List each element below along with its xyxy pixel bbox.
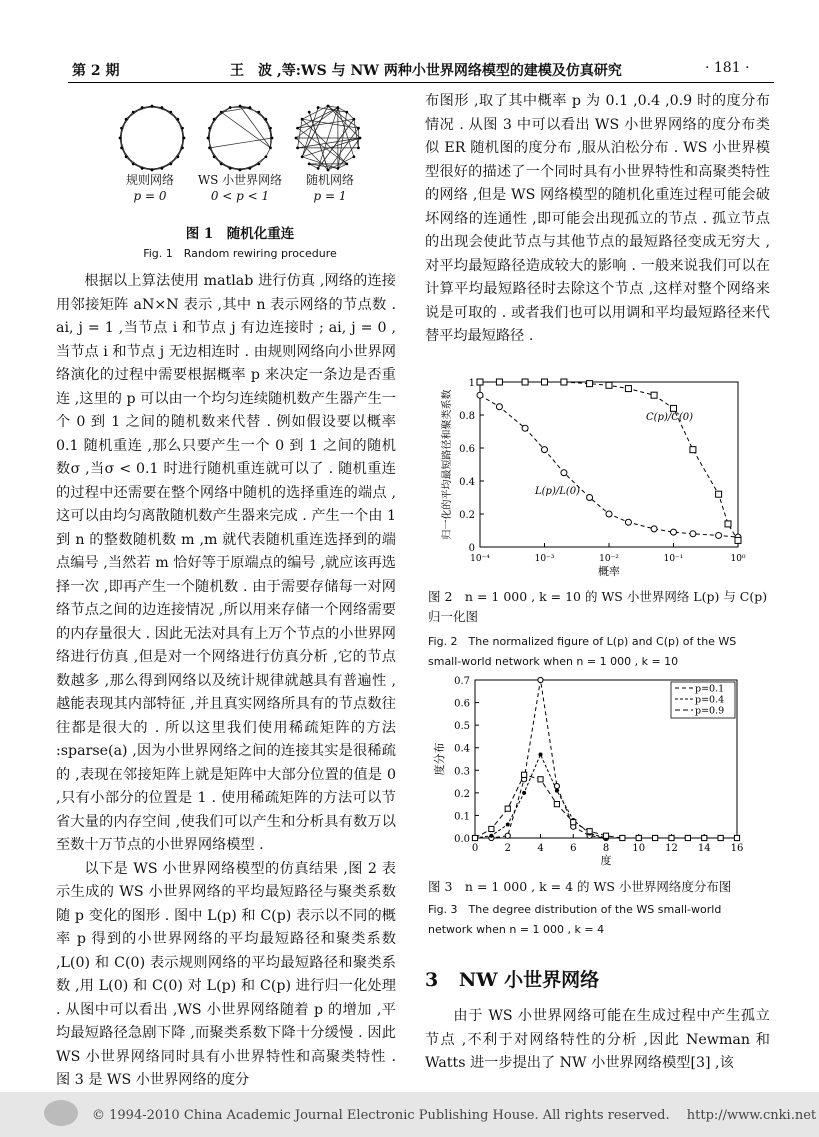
y-tick-label: 0.6 [454, 698, 470, 710]
paragraph: 布图形 ,取了其中概率 p 为 0.1 ,0.4 ,0.9 时的度分布情况 . 从图 3 中可以看出 WS 小世界网络的度分布类似 ER 随机图的度分布 ,服从泊松分布 . WS 小世界模型很好的描述了一个同时具有小世界特性和高聚类特性的网络 ,但是 WS 网络模型的随机化重连过程可能会破坏网络的连通性 ,即可能会出现孤立的节点 . 孤立节点的出现会使此节点与其他节点的最短路径变成无穷大 ,对平均最短路径造成较大的影响 . 一般来说我们可以在计算平均最短路径时去除这个节点 ,这样对整个网络来说是可取的 . 或者我们也可以用调和平均最短路径来代替平均最短路径 . [425, 93, 770, 344]
fig2-caption-cn: 图 2 n = 1 000 , k = 10 的 WS 小世界网络 L(p) 与 C(p) 归一化图 [428, 589, 768, 624]
data-point [587, 829, 592, 834]
network-node [271, 137, 274, 140]
series-label: L(p)/L(0) [535, 486, 581, 497]
data-point [625, 519, 631, 525]
network-node [357, 146, 360, 149]
data-point [606, 511, 612, 517]
network-edge [122, 148, 134, 164]
x-tick-label: 10⁻³ [534, 554, 555, 564]
network-node [359, 137, 362, 140]
network-node [296, 127, 299, 130]
network-node [257, 162, 260, 165]
network-node [317, 167, 320, 170]
x-tick-label: 2 [504, 843, 511, 854]
network-node [295, 137, 298, 140]
data-point [554, 783, 559, 788]
data-point [522, 425, 528, 431]
data-point [539, 752, 543, 756]
network-node [120, 146, 123, 149]
x-tick-label: 10 [632, 843, 646, 854]
y-axis-label: 度分布 [433, 742, 446, 776]
figure-1 [110, 100, 370, 260]
data-point [625, 386, 631, 392]
network-edge [302, 157, 338, 169]
network-node [207, 137, 210, 140]
y-tick-label: 0.2 [459, 510, 475, 521]
data-point [620, 835, 625, 840]
network-node [132, 162, 135, 165]
data-point [538, 777, 543, 782]
network-node [257, 111, 260, 114]
data-point [538, 677, 543, 682]
x-tick-label: 4 [537, 843, 544, 854]
legend-entry: p=0.4 [695, 694, 725, 706]
network-edge [162, 157, 178, 169]
network-edge [240, 106, 270, 148]
y-axis-label: 归一化的平均最短路径和聚类系数 [442, 389, 453, 540]
series-line [475, 775, 737, 838]
network-edge [250, 157, 266, 169]
network-edge [347, 112, 354, 119]
network-node [229, 106, 232, 109]
fig3-caption-cn: 图 3 n = 1 000 , k = 4 的 WS 小世界网络度分布图 [428, 879, 732, 894]
x-tick-label: 16 [730, 843, 744, 854]
x-axis-label: 度 [600, 854, 612, 867]
network-node [169, 162, 172, 165]
network-edge [298, 128, 347, 164]
x-axis-label: 概率 [598, 565, 620, 578]
data-point [571, 820, 576, 825]
network-edge [266, 148, 271, 157]
fig2-caption-en: Fig. 2 The normalized figure of L(p) and C(p) of the WS small-world network when n = 1 000 , k = 10 [428, 635, 737, 668]
y-tick-label: 0.3 [454, 766, 470, 778]
network-node [220, 111, 223, 114]
y-tick-label: 0.1 [454, 811, 470, 823]
y-tick-label: 0.2 [454, 788, 470, 800]
fig2-svg [425, 370, 770, 585]
data-point [734, 835, 739, 840]
network-node [160, 167, 163, 170]
network-node [208, 146, 211, 149]
data-point [496, 379, 502, 385]
network-node [269, 146, 272, 149]
data-point [606, 382, 612, 388]
network-edge [302, 119, 358, 128]
network-edge [214, 157, 230, 169]
y-tick-label: 1 [468, 378, 475, 389]
network-edge [122, 112, 134, 128]
network-node [239, 169, 242, 172]
legend-entry: p=0.1 [695, 683, 725, 695]
fig1-label-ws: WS 小世界网络 0 < p < 1 [197, 173, 283, 203]
left-column [56, 270, 396, 1093]
right-column [425, 90, 770, 349]
data-point [506, 822, 510, 826]
fig3-svg [425, 672, 770, 872]
network-node [352, 155, 355, 158]
plot-frame [480, 382, 738, 547]
x-tick-label: 6 [570, 843, 577, 854]
fig1-caption-en: Fig. 1 Random rewiring procedure [143, 247, 337, 260]
network-node [213, 118, 216, 121]
page-footer [0, 1092, 819, 1137]
fig1-label-regular: 规则网络 p = 0 [125, 173, 174, 203]
data-point [735, 537, 741, 543]
network-node [301, 155, 304, 158]
network-node [327, 169, 330, 172]
series-label: C(p)/C(0) [646, 412, 694, 423]
network-node [296, 146, 299, 149]
x-tick-label: 10⁻⁴ [470, 554, 490, 564]
y-tick-label: 0 [468, 543, 475, 554]
network-edge [126, 108, 142, 120]
data-point [671, 529, 677, 535]
network-node [119, 137, 122, 140]
y-tick-label: 0.6 [459, 444, 475, 455]
network-node [345, 111, 348, 114]
paragraph: 以下是 WS 小世界网络模型的仿真结果 ,图 2 表示生成的 WS 小世界网络的平均最短路径与聚类系数随 p 变化的图形 . 图中 L(p) 和 C(p) 表示以不同的概率 p 得到的小世界网络的平均最短路径和聚类系数 ,L(0) 和 C(0) 表示规则网络的平均最短路径和聚类系数 ,用 L(0) 和 C(0) 对 L(p) 和 C(p) 进行归一化处理 . 从图中可以看出 ,WS 小世界网络随着 p 的增加 ,平均最短路径急剧下降 ,而聚类系数下降十分缓慢 . 因此 WS 小世界网络同时具有小世界特性和高聚类特性 . 图 3 是 WS 小世界网络的度分 [56, 860, 396, 1088]
network-edge [171, 112, 183, 128]
network-node [125, 155, 128, 158]
y-tick-label: 0.4 [459, 477, 475, 488]
network-edge [126, 157, 142, 169]
data-point [685, 835, 690, 840]
network-node [301, 118, 304, 121]
x-tick-label: 14 [697, 843, 711, 854]
copyright-text: © 1994-2010 China Academic Journal Electronic Publishing House. All rights reserved. http://www.cnki.net [92, 1108, 817, 1123]
network-node [308, 111, 311, 114]
y-tick-label: 0.7 [454, 676, 470, 687]
network-node [181, 146, 184, 149]
network-node [269, 127, 272, 130]
x-tick-label: 10⁻² [599, 554, 619, 564]
network-node [151, 105, 154, 108]
regular-network-graphic [119, 105, 186, 172]
network-node [357, 127, 360, 130]
network-node [141, 106, 144, 109]
section-body [425, 1005, 770, 1076]
data-point [477, 392, 483, 398]
network-node [213, 155, 216, 158]
network-edge [302, 138, 360, 157]
y-tick-label: 0.8 [459, 411, 475, 422]
network-node [120, 127, 123, 130]
network-edge [210, 138, 272, 148]
data-point [587, 495, 593, 501]
y-tick-label: 0.5 [454, 721, 470, 733]
network-edge [162, 108, 178, 120]
paragraph: 根据以上算法使用 matlab 进行仿真 ,网络的连接用邻接矩阵 aN×N 表示 ,其中 n 表示网络的节点数 . ai, j = 1 ,当节点 i 和节点 j 有边连接时 ; ai, j = 0 ,当节点 i 和节点 j 无边相连时 . 由规则网络向小世界网络演化的过程中需要根据概率 p 来决定一条边是否重连 ,这里的 p 可以由一个均匀连续随机数产生器产生一个 0 到 1 之间的随机数来代替 . 例如假设要以概率 0.1 随机重连 ,那么只要产生一个 0 到 1 之间的随机数σ ,当σ < 0.1 时进行随机重连就可以了 . 随机重连的过程中还需要在整个网络中随机的选择重连的端点 ,这可以由均匀离散随机数产生器来完成 . 产生一个由 1 到 n 的整数随机数 m ,m 就代表随机重连选择到的端点编号 ,当然若 m 恰好等于原端点的编号 ,就应该再选择一次 ,即再产生一个随机数 . 由于需要存储每一对网络节点之间的边连接情况 ,所以用来存储一个网络需要的内存量很大 . 因此无法对具有上万个节点的小世界网络进行仿真 ,但是对一个网络进行仿真分析 ,它的节点数越多 ,那么得到网络以及统计规律就越具有普遍性 ,越能表现其内部特征 ,并且真实网络所具有的节点数往往都是很大的 . 所以这里我们使用稀疏矩阵的方法 :sparse(a) ,因为小世界网络之间的连接其实是很稀疏的 ,表现在邻接矩阵上就是矩阵中大部分位置的值是 0 ,只有小部分的位置是 1 . 使用稀疏矩阵的方法可以节省大量的内存空间 ,使我们可以产生和分析具有数万以至数十万节点的小世界网络模型 . [56, 273, 396, 853]
network-edge [210, 148, 222, 164]
data-point [542, 379, 548, 385]
network-node [181, 127, 184, 130]
network-node [208, 127, 211, 130]
data-point [651, 392, 657, 398]
network-edge [302, 119, 347, 164]
data-point [651, 526, 657, 532]
data-point [489, 826, 494, 831]
network-node [229, 167, 232, 170]
data-point [690, 531, 696, 537]
data-point [554, 802, 559, 807]
data-point [716, 491, 722, 497]
data-point [718, 835, 723, 840]
page-number: · 181 · [705, 60, 750, 76]
data-point [522, 791, 526, 795]
data-point [561, 379, 567, 385]
network-node [264, 155, 267, 158]
data-point [542, 447, 548, 453]
y-tick-label: 0.4 [454, 743, 470, 755]
network-node [239, 105, 242, 108]
data-point [555, 789, 559, 793]
data-point [716, 532, 722, 538]
network-edge [328, 157, 354, 170]
section-title: NW 小世界网络 [458, 969, 600, 991]
issue-label: 第 2 期 [72, 63, 120, 79]
data-point [489, 834, 493, 838]
network-node [345, 162, 348, 165]
network-edge [309, 112, 328, 170]
x-tick-label: 10⁻¹ [663, 554, 684, 564]
page-header [0, 0, 819, 80]
network-node [308, 162, 311, 165]
data-point [496, 404, 502, 410]
x-tick-label: 0 [471, 843, 479, 854]
network-node [132, 111, 135, 114]
data-point [505, 833, 510, 838]
network-node [327, 105, 330, 108]
network-node [125, 118, 128, 121]
network-node [151, 169, 154, 172]
network-node [169, 111, 172, 114]
data-point [561, 470, 567, 476]
network-edge [214, 108, 230, 120]
network-node [176, 118, 179, 121]
figure-2-chart [425, 370, 770, 585]
header-rule [68, 82, 774, 83]
network-node [176, 155, 179, 158]
fig3-caption-en: Fig. 3 The degree distribution of the WS small-world network when n = 1 000 , k = 4 [428, 903, 722, 936]
data-point [505, 806, 510, 811]
data-point [636, 835, 641, 840]
network-node [248, 167, 251, 170]
data-point [472, 835, 477, 840]
network-node [317, 106, 320, 109]
network-node [141, 167, 144, 170]
data-point [587, 381, 593, 387]
section-number: 3 [425, 969, 439, 991]
network-node [220, 162, 223, 165]
legend-entry: p=0.9 [695, 705, 725, 717]
y-tick-label: 0.0 [454, 834, 470, 845]
ws-network-graphic [207, 105, 274, 172]
cnki-logo-icon [44, 1100, 78, 1126]
running-title: 王 波 ,等:WS 与 NW 两种小世界网络模型的建模及仿真研究 [230, 63, 622, 79]
data-point [477, 379, 483, 385]
x-tick-label: 10⁰ [730, 554, 746, 564]
network-node [352, 118, 355, 121]
section-heading [425, 965, 599, 992]
random-network-graphic [295, 105, 362, 172]
data-point [522, 379, 528, 385]
network-edge [250, 108, 266, 120]
network-node [183, 137, 186, 140]
network-edge [171, 148, 183, 164]
data-point [522, 772, 527, 777]
data-point [702, 835, 707, 840]
x-tick-label: 12 [665, 843, 678, 854]
network-node [336, 167, 339, 170]
network-node [336, 106, 339, 109]
data-point [603, 833, 608, 838]
data-point [653, 835, 658, 840]
data-point [690, 447, 696, 453]
data-point [671, 405, 677, 411]
figure-3-chart [425, 672, 770, 872]
data-point [669, 835, 674, 840]
data-point [725, 521, 731, 527]
fig1-caption-cn: 图 1 随机化重连 [185, 226, 295, 242]
network-edge [210, 112, 222, 128]
network-edge [259, 112, 271, 128]
network-node [248, 106, 251, 109]
fig1-label-random: 随机网络 p = 1 [305, 173, 354, 203]
network-node [160, 106, 163, 109]
network-node [264, 118, 267, 121]
paragraph: 由于 WS 小世界网络可能在生成过程中产生孤立节点 ,不利于对网络特性的分析 ,因此 Newman 和 Watts 进一步提出了 NW 小世界网络模型[3] ,该 [425, 1008, 770, 1071]
x-tick-label: 8 [602, 843, 610, 854]
